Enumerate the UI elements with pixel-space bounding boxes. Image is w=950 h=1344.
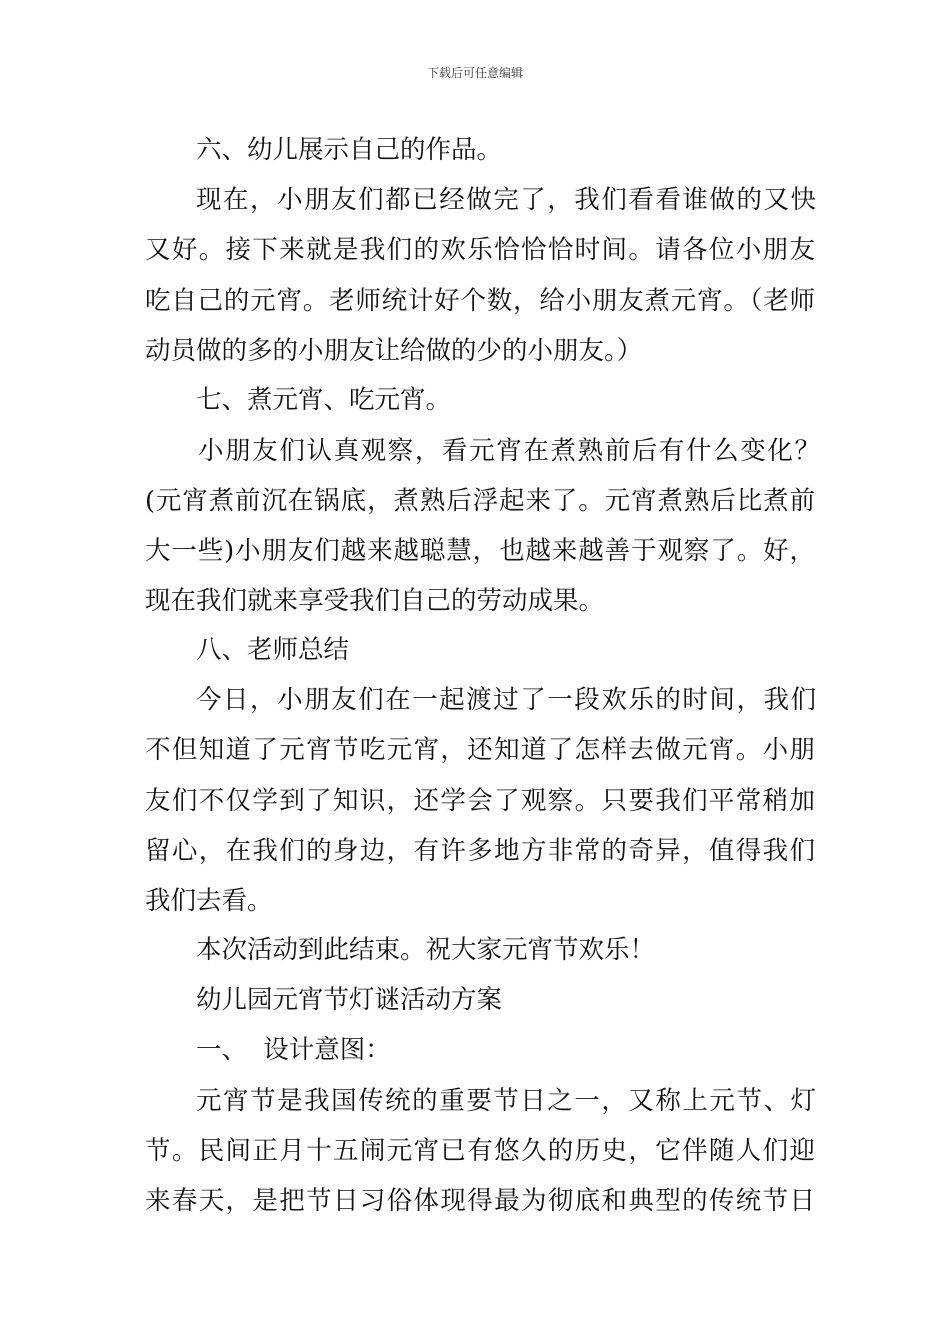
paragraph-line: 留心，在我们的身边，有许多地方非常的奇异，值得我们: [145, 836, 815, 866]
heading-eight: 八、老师总结: [196, 635, 350, 665]
paragraph-line: 元宵节是我国传统的重要节日之一，又称上元节、灯: [196, 1086, 816, 1116]
heading-one: 一、 设计意图：: [196, 1035, 391, 1065]
paragraph-line: 友们不仅学到了知识，还学会了观察。只要我们平常稍加: [145, 786, 815, 816]
paragraph-line: 今日，小朋友们在一起渡过了一段欢乐的时间，我们: [196, 685, 816, 715]
section-title: 幼儿园元宵节灯谜活动方案: [196, 985, 503, 1015]
heading-seven: 七、煮元宵、吃元宵。: [196, 385, 452, 415]
heading-six: 六、幼儿展示自己的作品。: [196, 135, 503, 165]
paragraph-line: 大一些)小朋友们越来越聪慧，也越来越善于观察了。好，: [145, 536, 815, 566]
paragraph-line: 不但知道了元宵节吃元宵，还知道了怎样去做元宵。小朋: [145, 735, 815, 765]
page-header-note: 下载后可任意编辑: [426, 66, 523, 80]
paragraph-line: 又好。接下来就是我们的欢乐恰恰恰时间。请各位小朋友: [145, 235, 815, 265]
paragraph-line: 节。民间正月十五闹元宵已有悠久的历史，它伴随人们迎: [145, 1136, 815, 1166]
paragraph-line: (元宵煮前沉在锅底，煮熟后浮起来了。元宵煮熟后比煮前: [145, 486, 815, 516]
paragraph-line: 小朋友们认真观察，看元宵在煮熟前后有什么变化？: [198, 436, 820, 466]
paragraph-line: 吃自己的元宵。老师统计好个数，给小朋友煮元宵。（老师: [145, 286, 815, 316]
paragraph-line: 我们去看。: [145, 886, 273, 916]
paragraph-line: 现在我们就来享受我们自己的劳动成果。: [145, 586, 605, 616]
paragraph-line: 现在，小朋友们都已经做完了，我们看看谁做的又快: [196, 185, 816, 215]
paragraph-line: 动员做的多的小朋友让给做的少的小朋友。）: [145, 336, 643, 366]
closing-line: 本次活动到此结束。祝大家元宵节欢乐！: [196, 935, 656, 965]
paragraph-line: 来春天，是把节日习俗体现得最为彻底和典型的传统节日: [145, 1186, 815, 1216]
